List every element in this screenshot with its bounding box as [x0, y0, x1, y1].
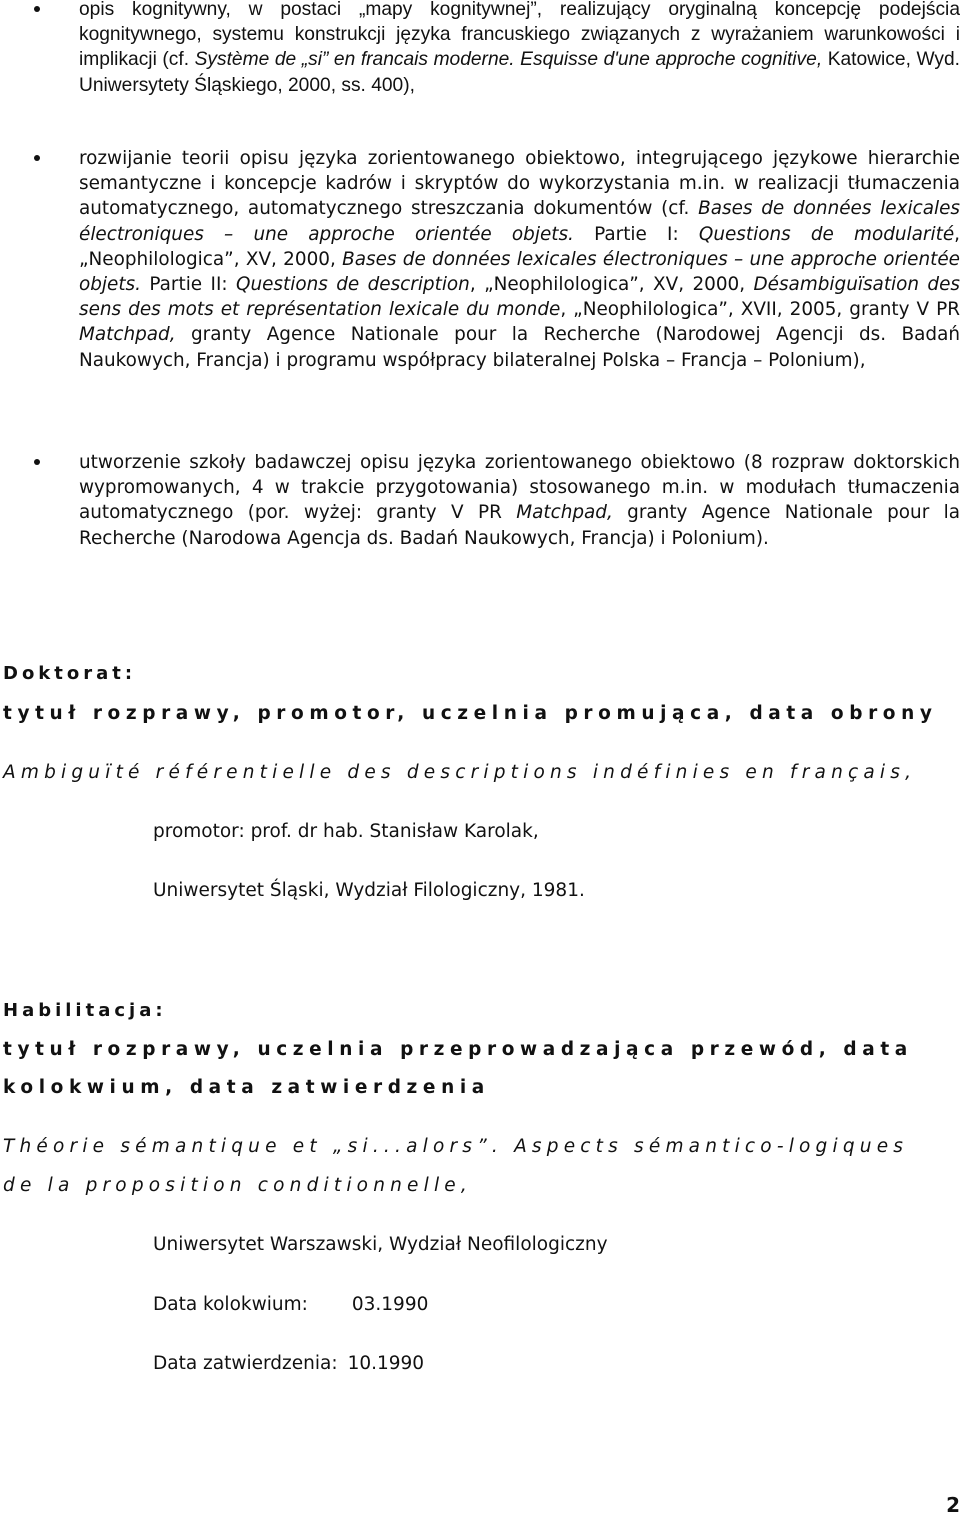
bullet-icon — [34, 6, 40, 12]
doktorat-heading: Doktorat: — [3, 663, 137, 684]
habilitacja-heading: Habilitacja: — [3, 1000, 167, 1021]
text-run: , „Neophilologica”, XVII, 2005, granty V PR — [560, 299, 960, 321]
list-item — [79, 146, 960, 373]
zatwierdzenie-row — [153, 1353, 424, 1374]
zatwierdzenie-label: Data zatwierdzenia: — [153, 1353, 338, 1374]
text-run: Bases de données lexicales électroniques – une approche orientée objets. — [79, 248, 960, 296]
text-run: opis kognitywny, w postaci „mapy kognitywnej”, realizujący oryginalną koncepcję podejścia kognitywnego, systemu konstrukcji języka francuskiego związanych z wyrażaniem warunkowości i implikacji (cf. — [79, 0, 960, 71]
text-run: granty Agence Nationale pour la Recherche (Narodowa Agencja ds. Badań Naukowych, Francja) i Polonium). — [79, 502, 960, 549]
habilitacja-thesis-title-line1: Théorie sémantique et „si...alors”. Aspects sémantico-logiques — [3, 1136, 909, 1157]
doktorat-promotor: promotor: prof. dr hab. Stanisław Karolak, — [153, 821, 539, 842]
list-item-text — [79, 148, 960, 371]
text-run: Bases de données lexicales électroniques – une approche orientée objets. — [79, 198, 960, 245]
list-item — [79, 0, 960, 98]
habilitacja-subheading-line1: tytuł rozprawy, uczelnia przeprowadzająca przewód, data — [3, 1039, 913, 1060]
bullet-icon — [34, 155, 40, 161]
doktorat-subheading: tytuł rozprawy, promotor, uczelnia promująca, data obrony — [3, 703, 938, 724]
list-item — [79, 450, 960, 551]
text-run: Questions de modularité — [698, 223, 955, 245]
list-item-text — [79, 0, 960, 96]
habilitacja-subheading-line2: kolokwium, data zatwierdzenia — [3, 1077, 490, 1098]
zatwierdzenie-value: 10.1990 — [347, 1353, 425, 1374]
text-run: , „Neophilologica”, XV, 2000, — [79, 223, 960, 270]
text-run: rozwijanie teorii opisu języka zorientowanego obiektowo, integrującego językowe hierarchie semantyczne i koncepcje kadrów i skryptów do wykorzystania m.in. w realizacji tłumaczenia automatycznego, automatycznego streszczania dokumentów (cf. — [79, 148, 960, 220]
text-run: utworzenie szkoły badawczej opisu języka zorientowanego obiektowo (8 rozpraw doktorskich wypromowanych, 4 w trakcie przygotowania) stosowanego m.in. w modułach tłumaczenia automatycznego (por. wyżej: granty V PR — [79, 452, 960, 524]
doktorat-thesis-title: Ambiguïté référentielle des descriptions indéfinies en français, — [3, 762, 917, 783]
page-number: 2 — [946, 1493, 960, 1517]
text-run: Système de „si” en francais moderne. Esquisse d'une approche cognitive, — [194, 49, 823, 71]
kolokwium-label: Data kolokwium: — [153, 1294, 308, 1315]
bullet-icon — [34, 459, 40, 465]
text-run: Partie I: — [573, 223, 699, 245]
kolokwium-row — [153, 1294, 428, 1315]
text-run: Katowice, Wyd. Uniwersytety Śląskiego, 2000, ss. 400), — [79, 49, 960, 96]
text-run: , „Neophilologica”, XV, 2000, — [469, 274, 754, 296]
text-run: Matchpad, — [516, 502, 613, 524]
doktorat-university: Uniwersytet Śląski, Wydział Filologiczny, 1981. — [153, 880, 585, 901]
text-run: Partie II: — [141, 274, 236, 296]
text-run: Matchpad, — [79, 324, 176, 346]
habilitacja-thesis-title-line2: de la proposition conditionnelle, — [3, 1175, 472, 1196]
text-run: granty Agence Nationale pour la Recherche (Narodowej Agencji ds. Badań Naukowych, Francja) i programu współpracy bilateralnej Polska – Francja – Polonium), — [79, 324, 960, 371]
text-run: Questions de description — [235, 274, 470, 296]
text-run: Désambiguïsation des sens des mots et représentation lexicale du monde — [79, 274, 960, 321]
habilitacja-university: Uniwersytet Warszawski, Wydział Neofilologiczny — [153, 1234, 608, 1255]
kolokwium-value: 03.1990 — [351, 1294, 429, 1315]
list-item-text — [79, 452, 960, 549]
